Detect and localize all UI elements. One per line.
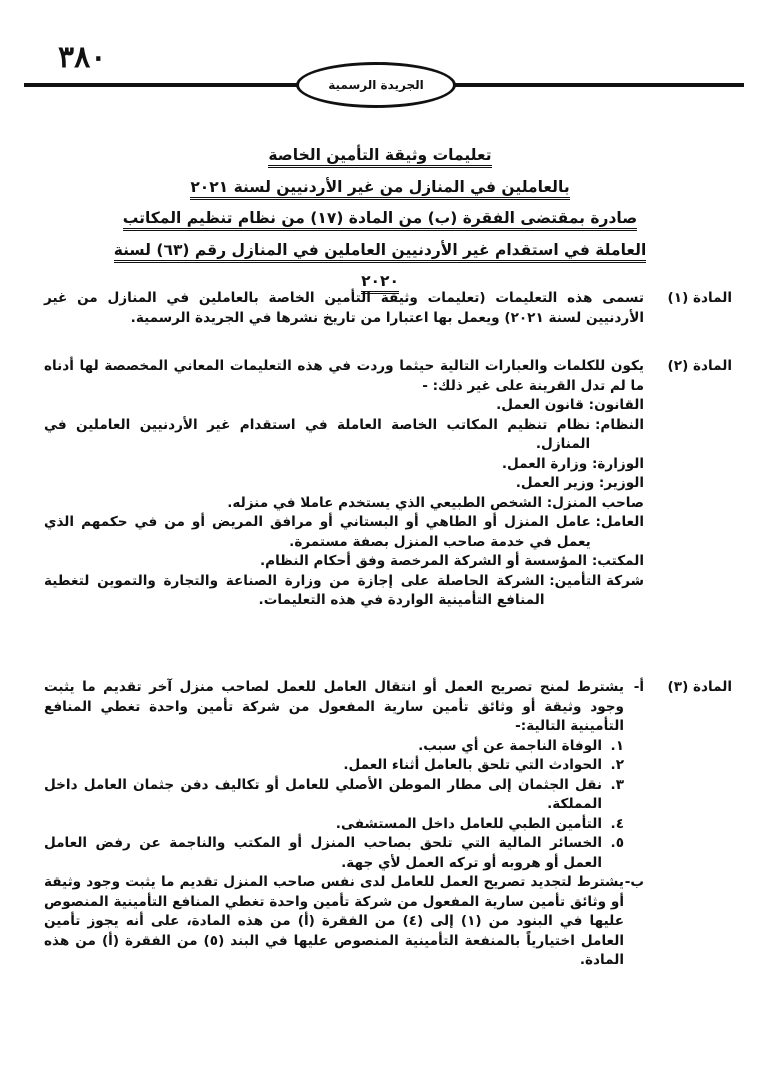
page-number: ٣٨٠ bbox=[58, 40, 107, 75]
list-text: الحوادث التي تلحق بالعامل أثناء العمل. bbox=[343, 757, 602, 773]
definition bbox=[44, 416, 644, 455]
article-label: المادة (٢) bbox=[667, 358, 732, 374]
list-number: ٤. bbox=[610, 815, 624, 832]
list-number: ٣. bbox=[610, 776, 624, 793]
list-text: نقل الجثمان إلى مطار الموطن الأصلي للعامل أو تكاليف دفن جثمان العامل داخل المملكة. bbox=[44, 776, 602, 812]
definition-term: شركة التأمين: bbox=[549, 572, 644, 589]
paragraph-b bbox=[44, 873, 644, 971]
definition bbox=[44, 396, 644, 416]
definition-term: الوزارة: bbox=[591, 455, 644, 472]
definition bbox=[44, 513, 644, 552]
paragraph-a bbox=[44, 678, 644, 873]
title-line-2: بالعاملين في المنازل من غير الأردنيين لسنة ٢٠٢١ bbox=[190, 178, 569, 200]
list-item bbox=[44, 834, 624, 873]
title-line-4: العاملة في استقدام غير الأردنيين العاملين في المنازل رقم (٦٣) لسنة ٢٠٢٠ bbox=[114, 241, 647, 295]
list-text: التأمين الطبي للعامل داخل المستشفى. bbox=[335, 815, 602, 832]
article-1 bbox=[32, 289, 732, 328]
definition-term: صاحب المنزل: bbox=[546, 494, 644, 511]
definition-text: وزارة العمل. bbox=[501, 455, 588, 472]
list-item bbox=[44, 756, 624, 776]
gazette-header-oval bbox=[296, 62, 456, 108]
list-text: الخسائر المالية التي تلحق بصاحب المنزل أو المكتب والناجمة عن رفض العامل العمل أو هروبه أو تركه العمل لأي جهة. bbox=[44, 835, 602, 871]
definition-text: وزير العمل. bbox=[515, 475, 595, 491]
article-intro: يكون للكلمات والعبارات التالية حيثما وردت في هذه التعليمات المعاني المخصصة لها أدناه ما لم تدل القرينة على غير ذلك: - bbox=[44, 358, 644, 394]
document-title bbox=[100, 140, 660, 298]
definition bbox=[44, 572, 644, 611]
paragraph-letter: أ- bbox=[633, 679, 644, 695]
definition-text: الشركة الحاصلة على إجازة من وزارة الصناعة والتجارة والتموين لتغطية المنافع التأمينية الواردة في هذه التعليمات. bbox=[44, 572, 545, 608]
definition-term: العامل: bbox=[595, 514, 644, 530]
list-number: ٥. bbox=[610, 835, 624, 851]
list-item bbox=[44, 815, 624, 835]
definition bbox=[44, 455, 644, 475]
list-number: ١. bbox=[610, 737, 624, 754]
list-item bbox=[44, 776, 624, 815]
definition-text: عامل المنزل أو الطاهي أو البستاني أو مرافق المريض أو من في حكمهم الذي يعمل في خدمة صاحب المنزل بصفة مستمرة. bbox=[44, 514, 591, 550]
definition-term: القانون: bbox=[588, 397, 644, 413]
definition-text: نظام تنظيم المكاتب الخاصة العاملة في استقدام غير الأردنيين العاملين في المنازل. bbox=[44, 416, 591, 452]
definition bbox=[44, 474, 644, 494]
title-line-3: صادرة بمقتضى الفقرة (ب) من المادة (١٧) من نظام تنظيم المكاتب bbox=[123, 209, 637, 231]
article-3 bbox=[32, 678, 732, 971]
list-item bbox=[44, 737, 624, 757]
article-label: المادة (١) bbox=[667, 290, 732, 306]
definition-term: المكتب: bbox=[591, 553, 644, 569]
article-2 bbox=[32, 357, 732, 611]
article-text: تسمى هذه التعليمات (تعليمات وثيقة التأمين الخاصة بالعاملين في المنازل من غير الأردنيين لسنة ٢٠٢١) ويعمل بها اعتبارا من تاريخ نشرها في الجريدة الرسمية. bbox=[44, 290, 644, 326]
definition bbox=[44, 494, 644, 514]
definition-text: قانون العمل. bbox=[496, 397, 584, 413]
paragraph-letter: ب- bbox=[624, 874, 644, 890]
definition-term: الوزير: bbox=[598, 475, 644, 491]
definition-text: الشخص الطبيعي الذي يستخدم عاملا في منزله. bbox=[227, 494, 542, 511]
article-label: المادة (٣) bbox=[667, 679, 732, 695]
paragraph-text: يشترط لتجديد تصريح العمل للعامل لدى نفس صاحب المنزل تقديم ما يثبت وجود وثيقة أو وثائق تأمين سارية المفعول من شركة تأمين واحدة تغطي المنافع التأمينية المنصوص عليها في البنود من (١) إلى (٤) من الفقرة (أ) من هذه المادة، على أنه يجوز تأمين العامل اختيارياً بالمنفعة التأمينية المنصوص عليها في البند (٥) من الفقرة (أ) من هذه المادة. bbox=[44, 874, 624, 968]
definition-term: النظام: bbox=[594, 416, 644, 433]
paragraph-text: يشترط لمنح تصريح العمل أو انتقال العامل للعمل لصاحب منزل آخر تقديم ما يثبت وجود وثيقة أو وثائق تأمين سارية المفعول من شركة تأمين واحدة تغطي المنافع التأمينية التالية:- bbox=[44, 679, 624, 734]
list-number: ٢. bbox=[610, 757, 624, 773]
gazette-name: الجريدة الرسمية bbox=[328, 78, 424, 92]
list-text: الوفاة الناجمة عن أي سبب. bbox=[418, 737, 602, 754]
definition-text: المؤسسة أو الشركة المرخصة وفق أحكام النظام. bbox=[259, 553, 588, 569]
title-line-1: تعليمات وثيقة التأمين الخاصة bbox=[268, 146, 491, 168]
definition bbox=[44, 552, 644, 572]
